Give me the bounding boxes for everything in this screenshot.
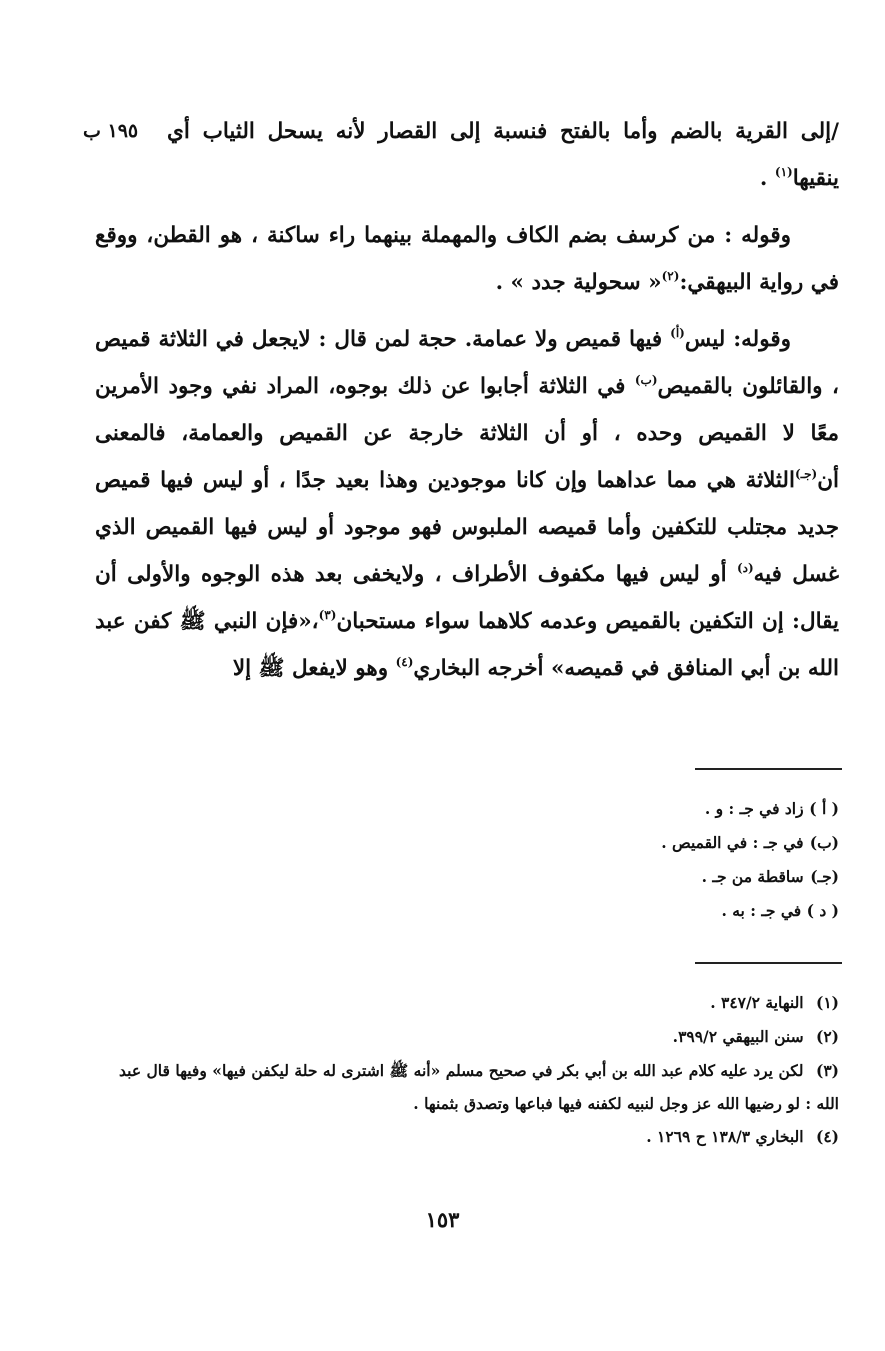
variant-note [119,792,839,826]
footnote-ref: (٤) [395,655,414,669]
variant-ref: (أ) [670,326,685,340]
folio-marker: ١٩٥ ب [83,120,139,142]
note-text: في جـ : في القميص . [661,833,804,852]
note-text: البخاري ١٣٨/٣ ح ١٢٦٩ . [646,1127,804,1146]
main-text [83,108,840,692]
reference-note [119,1120,839,1154]
page-number: ١٥٣ [425,1207,460,1232]
paragraph-text: « سحولية جدد » . [495,270,662,295]
note-text: ساقطة من جـ . [701,867,804,886]
reference-note [119,1020,839,1054]
variant-ref: (ب) [634,373,658,387]
paragraph-text: /إلى القرية بالضم وأما بالفتح فنسبة إلى القصار لأنه يسحل الثياب أي ينقيها [167,119,839,191]
paragraph-text: وقوله : من كرسف بضم الكاف والمهملة بينهما راء ساكنة ، هو القطن، ووقع في رواية البيهقي: [95,223,839,295]
paragraph-text: فيها قميص ولا عمامة. حجة لمن قال : لايجعل في الثلاثة قميص ، والقائلون بالقميص [95,327,839,399]
variant-note [119,860,839,894]
variant-note [119,894,839,928]
note-label: (٢) [815,1027,839,1046]
note-text: في جـ : به . [721,901,802,920]
paragraph-text: في الثلاثة أجابوا عن ذلك بوجوه، المراد نفي وجود الأمرين معًا لا القميص وحده ، أو أن الثلاثة خارجة عن القميص والعمامة، فالمعنى أن [95,374,839,493]
reference-notes [119,986,839,1154]
note-text: سنن البيهقي ٣٩٩/٢. [672,1027,804,1046]
note-text: زاد في جـ : و . [704,799,804,818]
note-label: ( د ) [806,901,839,920]
note-text: النهاية ٣٤٧/٢ . [710,993,804,1012]
footnote-ref: (٢) [661,269,680,283]
note-label: (ب) [809,833,839,852]
paragraph-text: . [759,166,775,191]
paragraph-1 [83,108,839,202]
note-text: لكن يرد عليه كلام عبد الله بن أبي بكر في صحيح مسلم «أنه ﷺ اشترى له حلة ليكفن فيها» وفيها قال عبد الله : لو رضيها الله عز وجل لنبيه لكفنه فيها فباعها وتصدق بثمنها . [119,1061,839,1113]
variant-ref: (د) [736,561,754,575]
reference-note [119,1054,839,1120]
footnote-ref: (٣) [318,608,337,622]
variant-ref: (جـ) [794,467,818,481]
variant-note [119,826,839,860]
footnote-divider-variants [695,768,842,770]
paragraph-text: أو ليس فيها مكفوف الأطراف ، ولايخفى بعد هذه الوجوه والأولى أن يقال: إن التكفين بالقميص وعدمه كلاهما سواء مستحبان [95,562,839,634]
reference-note [119,986,839,1020]
note-label: (جـ) [810,867,839,886]
note-label: (٤) [815,1127,839,1146]
paragraph-text: ،«فإن النبي ﷺ كفن عبد الله بن أبي المنافق في قميصه» أخرجه البخاري [95,609,839,681]
paragraph-3 [95,316,839,692]
note-label: ( أ ) [809,799,839,818]
footnote-divider-references [695,962,842,964]
variant-notes [119,792,839,928]
note-label: (٣) [815,1061,839,1080]
paragraph-text: وقوله: ليس [684,327,791,352]
paragraph-text: الثلاثة هي مما عداهما وإن كانا موجودين وهذا بعيد جدًا ، أو ليس فيها قميص جديد مجتلب للتكفين وأما قميصه الملبوس فهو موجود أو ليس فيها القميص الذي غسل فيه [95,468,840,587]
footnote-ref: (١) [774,165,793,179]
paragraph-2 [95,212,839,306]
note-label: (١) [815,993,839,1012]
paragraph-text: وهو لايفعل ﷺ إلا [232,656,396,681]
